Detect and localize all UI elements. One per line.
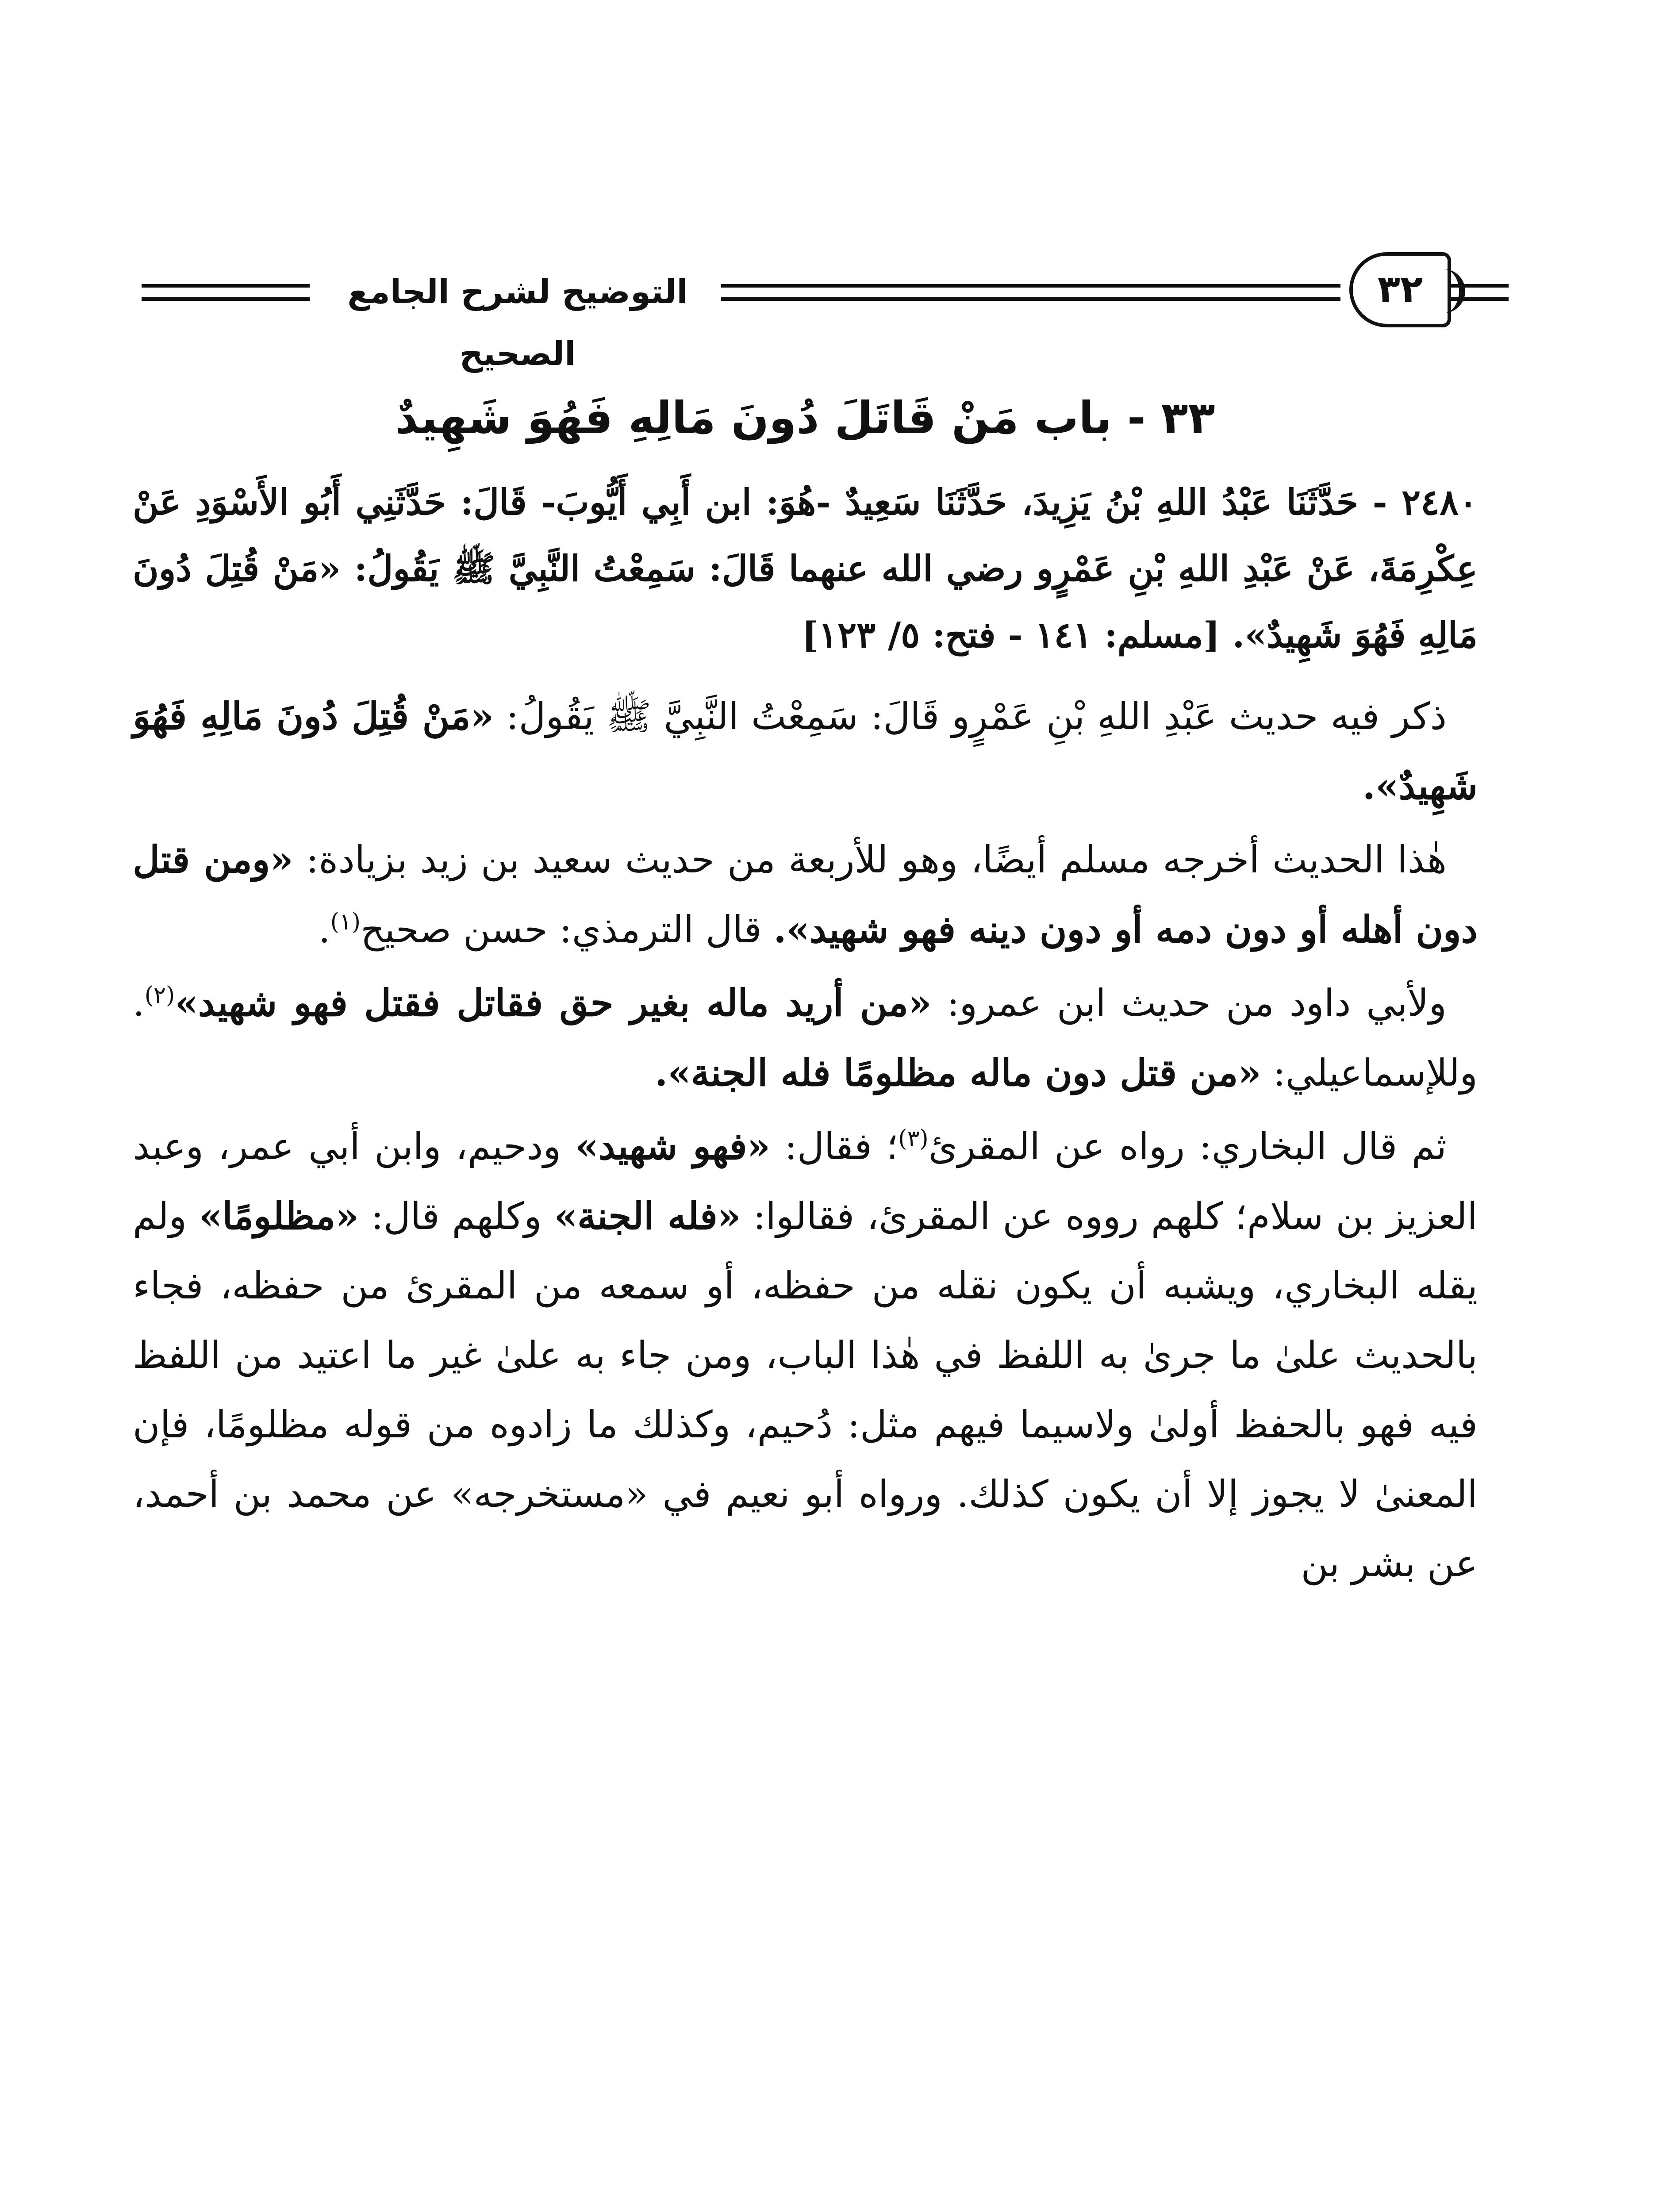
p4-quote-1: «فهو شهيد» [575, 1124, 771, 1168]
p3-mid: . وللإسماعيلي: [133, 981, 1478, 1094]
paragraph-4 [133, 1111, 1478, 1598]
p3-text: ولأبي داود من حديث ابن عمرو: [931, 981, 1447, 1025]
p2-text: هٰذا الحديث أخرجه مسلم أيضًا، وهو للأربعة من حديث سعيد بن زيد بزيادة: [293, 838, 1447, 881]
book-title: التوضيح لشرح الجامع الصحيح [347, 273, 688, 373]
header-rule [142, 297, 310, 301]
p4-e: ولم يقله البخاري، ويشبه أن يكون نقله من حفظه، أو سمعه من المقرئ من حفظه، فجاء بالحديث علىٰ ما جرىٰ به اللفظ في هٰذا الباب، ومن جاء به علىٰ غير ما اعتيد من اللفظ فيه فهو بالحفظ أولىٰ ولاسيما فيهم مثل: دُحيم، وكذلك ما زادوه من قوله مظلومًا، فإن المعنىٰ لا يجوز إلا أن يكون كذلك. ورواه أبو نعيم في «مستخرجه» عن محمد بن أحمد، عن بشر بن [133, 1194, 1478, 1585]
p2-end: . [318, 908, 330, 951]
p3-quote-1: «من أريد ماله بغير حق فقاتل فقتل فهو شهيد» [175, 981, 932, 1025]
p3-quote-2: «من قتل دون ماله مظلومًا فله الجنة». [655, 1051, 1261, 1094]
header-rule [1451, 297, 1509, 301]
p4-quote-2: «فله الجنة» [554, 1194, 741, 1238]
header-rule [142, 284, 310, 288]
header-rule [1451, 284, 1509, 288]
p4-b: ؛ فقال: [770, 1125, 899, 1168]
running-header [133, 248, 1478, 373]
footnote-ref-3: (٣) [898, 1125, 929, 1152]
p2-tail: قال الترمذي: حسن صحيح [361, 908, 774, 951]
chapter-heading: ٣٣ - باب مَنْ قَاتَلَ دُونَ مَالِهِ فَهُوَ شَهِيدٌ [395, 392, 1215, 444]
p2-quote: «ومن قتل دون أهله أو دون دمه أو دون دينه فهو شهيد». [133, 837, 1478, 951]
paragraph-2 [133, 825, 1478, 964]
p1-quote: «مَنْ قُتِلَ دُونَ مَالِهِ فَهُوَ شَهِيدٌ». [133, 694, 1478, 808]
p1-text: ذكر فيه حديث عَبْدِ اللهِ بْنِ عَمْرٍو قَالَ: سَمِعْتُ النَّبِيَّ ﷺ يَقُولُ: [494, 695, 1447, 738]
p4-c: ودحيم، وابن أبي عمر، وعبد العزيز بن سلام؛ كلهم رووه عن المقرئ، فقالوا: [133, 1125, 1478, 1238]
page-body [133, 376, 1478, 1602]
footnote-ref-1: (١) [330, 909, 361, 935]
footnote-ref-2: (٢) [144, 982, 175, 1009]
paragraph-1 [133, 681, 1478, 821]
p4-d: وكلهم قال: [358, 1194, 554, 1238]
header-rule [721, 297, 1340, 301]
paragraph-3 [133, 968, 1478, 1108]
p4-a: ثم قال البخاري: رواه عن المقرئ [928, 1125, 1447, 1168]
hadith-text: ٢٤٨٠ - حَدَّثَنَا عَبْدُ اللهِ بْنُ يَزِيدَ، حَدَّثَنَا سَعِيدٌ -هُوَ: ابن أَبِي أَيُّوبَ- قَالَ: حَدَّثَنِي أَبُو الأَسْوَدِ عَنْ عِكْرِمَةَ، عَنْ عَبْدِ اللهِ بْنِ عَمْرٍو رضي الله عنهما قَالَ: سَمِعْتُ النَّبِيَّ ﷺ يَقُولُ: «مَنْ قُتِلَ دُونَ مَالِهِ فَهُوَ شَهِيدٌ». [مسلم: ١٤١ - فتح: ٥/ ١٢٣] [133, 481, 1478, 656]
header-rule [721, 284, 1340, 288]
p4-quote-3: «مظلومًا» [199, 1194, 359, 1238]
page-number: ٣٢ [1349, 252, 1451, 327]
